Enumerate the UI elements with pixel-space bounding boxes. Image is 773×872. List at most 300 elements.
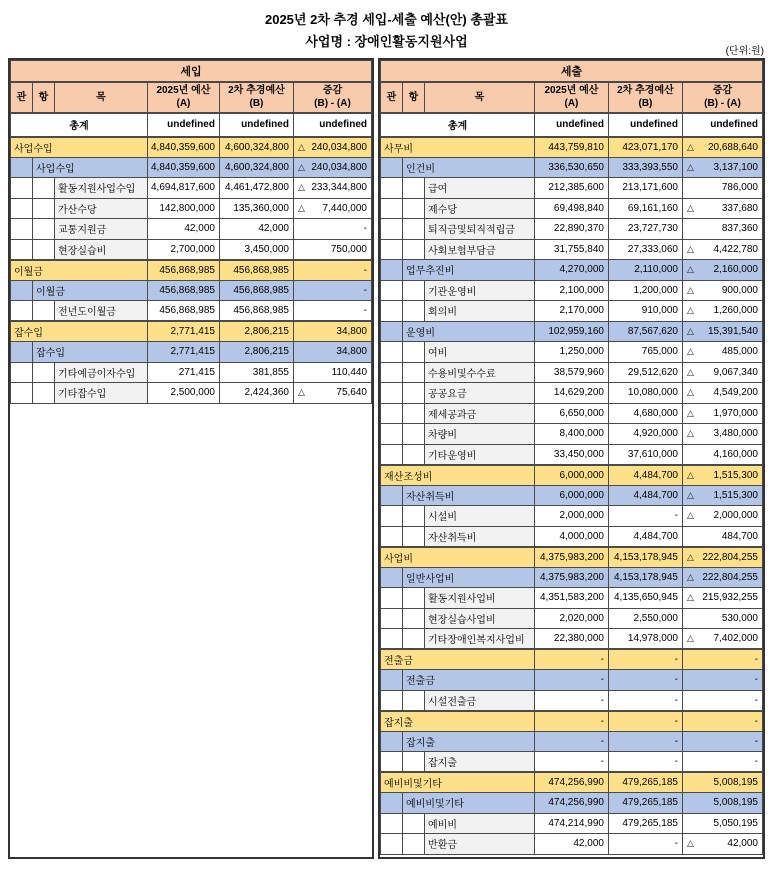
indent-cell	[381, 444, 403, 465]
value-2025-budget: 2,500,000	[147, 383, 219, 404]
value-2nd-supplementary-budget: 4,153,178,945	[608, 547, 682, 568]
decrease-triangle-icon: △	[686, 592, 694, 603]
value-change	[682, 424, 762, 445]
indent-cell	[403, 752, 425, 773]
value-2025-budget: 474,256,990	[534, 793, 608, 814]
indent-cell	[381, 752, 403, 773]
table-row	[11, 198, 372, 219]
value-2nd-supplementary-budget: 2,806,215	[219, 342, 293, 363]
table-row	[381, 690, 763, 711]
col-header-gwan: 관	[11, 82, 33, 113]
value-2025-budget: 474,214,990	[534, 813, 608, 834]
col-header-2nd-supplementary: 2차 추경예산 (B)	[219, 82, 293, 113]
document-subtitle: 사업명 : 장애인활동지원사업	[305, 34, 468, 49]
value-change	[682, 157, 762, 178]
row-label: 활동지원사업비	[425, 588, 535, 609]
change-amount: 34,800	[336, 346, 367, 358]
indent-cell	[403, 178, 425, 199]
change-amount: -	[363, 284, 367, 296]
table-row	[381, 342, 763, 363]
value-2025-budget: 8,400,000	[534, 424, 608, 445]
value-2025-budget: 142,800,000	[147, 198, 219, 219]
value-change	[682, 198, 762, 219]
table-row	[381, 403, 763, 424]
value-2025-budget: 456,868,985	[147, 301, 219, 322]
total-row	[11, 113, 372, 137]
row-label: 예비비및기타	[381, 772, 535, 793]
change-amount: 222,804,255	[702, 551, 758, 563]
value-2025-budget: -	[534, 752, 608, 773]
table-row	[11, 219, 372, 240]
value-change	[682, 834, 762, 855]
decrease-triangle-icon: △	[686, 633, 694, 643]
row-label: 활동지원사업수입	[55, 178, 148, 199]
indent-cell	[33, 178, 55, 199]
section-title: 세입	[11, 61, 372, 82]
row-label: 기타운영비	[425, 444, 535, 465]
row-label: 전출금	[381, 649, 535, 670]
value-2025-budget: 6,000,000	[534, 465, 608, 486]
row-label: 업무추진비	[403, 260, 535, 281]
value-2nd-supplementary-budget: 29,512,620	[608, 362, 682, 383]
change-amount: 786,000	[721, 182, 758, 194]
decrease-triangle-icon: △	[686, 551, 694, 562]
value-2025-budget: 1,250,000	[534, 342, 608, 363]
value-2nd-supplementary-budget: 1,200,000	[608, 280, 682, 301]
indent-cell	[33, 301, 55, 322]
value-2nd-supplementary-budget: 423,071,170	[608, 137, 682, 158]
change-amount: 7,440,000	[322, 202, 367, 214]
value-2nd-supplementary-budget: 4,600,324,800	[219, 157, 293, 178]
change-amount: -	[754, 694, 758, 706]
value-2nd-supplementary-budget: 135,360,000	[219, 198, 293, 219]
table-row	[381, 711, 763, 732]
row-label: 운영비	[403, 321, 535, 342]
value-2nd-supplementary-budget: 37,610,000	[608, 444, 682, 465]
indent-cell	[403, 301, 425, 322]
col-header-mok: 목	[425, 82, 535, 113]
table-row	[11, 178, 372, 199]
row-label: 전년도이월금	[55, 301, 148, 322]
row-label: 현장실습사업비	[425, 608, 535, 629]
indent-cell	[11, 342, 33, 363]
row-label: 제세공과금	[425, 403, 535, 424]
decrease-triangle-icon: △	[297, 161, 305, 172]
change-amount: 1,515,300	[713, 489, 758, 501]
value-change	[682, 137, 762, 158]
value-2nd-supplementary-budget: -	[608, 834, 682, 855]
value-change	[293, 301, 371, 322]
value-change	[682, 649, 762, 670]
unit-note: (단위:원)	[725, 46, 764, 57]
col-header-2025-budget: 2025년 예산 (A)	[534, 82, 608, 113]
table-row	[381, 157, 763, 178]
indent-cell	[381, 834, 403, 855]
change-amount: -	[754, 654, 758, 665]
decrease-triangle-icon: △	[297, 387, 305, 398]
change-amount: 1,970,000	[713, 407, 758, 419]
value-2nd-supplementary-budget: -	[608, 649, 682, 670]
indent-cell	[381, 567, 403, 588]
col-header-change: 증감 (B) - (A)	[682, 82, 762, 113]
value-change	[682, 731, 762, 752]
value-2025-budget: 6,000,000	[534, 485, 608, 506]
change-amount: 3,137,100	[713, 161, 758, 173]
value-2025-budget: 456,868,985	[147, 280, 219, 301]
value-change	[682, 403, 762, 424]
table-row	[381, 813, 763, 834]
value-2nd-supplementary-budget: -	[608, 690, 682, 711]
value-2nd-supplementary-budget: -	[608, 731, 682, 752]
value-2025-budget: 4,351,583,200	[534, 588, 608, 609]
decrease-triangle-icon: △	[686, 407, 694, 418]
value-2nd-supplementary-budget: undefined	[219, 113, 293, 137]
value-2025-budget: 33,450,000	[534, 444, 608, 465]
change-amount: 1,260,000	[713, 305, 758, 317]
indent-cell	[11, 198, 33, 219]
indent-cell	[381, 157, 403, 178]
indent-cell	[33, 362, 55, 383]
change-amount: 215,932,255	[702, 592, 758, 604]
value-2nd-supplementary-budget: 4,461,472,800	[219, 178, 293, 199]
value-2025-budget: 4,270,000	[534, 260, 608, 281]
table-row	[381, 383, 763, 404]
value-change	[682, 362, 762, 383]
change-amount: -	[754, 756, 758, 767]
value-2nd-supplementary-budget: -	[608, 670, 682, 691]
col-header-hang: 항	[403, 82, 425, 113]
indent-cell	[381, 239, 403, 260]
table-row	[381, 280, 763, 301]
value-2025-budget: -	[534, 711, 608, 732]
value-change	[682, 260, 762, 281]
table-row	[11, 383, 372, 404]
indent-cell	[403, 403, 425, 424]
indent-cell	[381, 670, 403, 691]
value-2025-budget: undefined	[147, 113, 219, 137]
value-2nd-supplementary-budget: 87,567,620	[608, 321, 682, 342]
value-2025-budget: 42,000	[147, 219, 219, 240]
table-row	[381, 178, 763, 199]
indent-cell	[403, 608, 425, 629]
value-change	[293, 321, 371, 342]
value-change	[293, 280, 371, 301]
value-2nd-supplementary-budget: 456,868,985	[219, 301, 293, 322]
value-2025-budget: 14,629,200	[534, 383, 608, 404]
empty-filler-row	[11, 403, 372, 857]
col-header-2nd-supplementary: 2차 추경예산 (B)	[608, 82, 682, 113]
row-label: 수용비및수수료	[425, 362, 535, 383]
row-label: 잡지출	[381, 711, 535, 732]
indent-cell	[381, 588, 403, 609]
table-row	[11, 137, 372, 158]
table-row	[381, 465, 763, 486]
value-2025-budget: 4,375,983,200	[534, 547, 608, 568]
value-2025-budget: -	[534, 690, 608, 711]
value-2nd-supplementary-budget: 4,600,324,800	[219, 137, 293, 158]
value-2025-budget: 474,256,990	[534, 772, 608, 793]
value-2025-budget: 22,380,000	[534, 629, 608, 650]
value-2nd-supplementary-budget: 4,484,700	[608, 465, 682, 486]
row-label: 잡지출	[425, 752, 535, 773]
change-amount: 1,515,300	[713, 469, 758, 481]
value-2nd-supplementary-budget: 381,855	[219, 362, 293, 383]
value-change	[682, 567, 762, 588]
decrease-triangle-icon: △	[686, 489, 694, 500]
indent-cell	[381, 198, 403, 219]
table-row	[11, 260, 372, 281]
change-amount: 7,402,000	[713, 633, 758, 644]
change-amount: -	[754, 715, 758, 727]
value-2025-budget: 456,868,985	[147, 260, 219, 281]
value-change	[293, 113, 371, 137]
value-change	[682, 465, 762, 486]
indent-cell	[381, 362, 403, 383]
row-label: 이월금	[33, 280, 148, 301]
value-change	[682, 113, 762, 137]
value-2nd-supplementary-budget: 2,550,000	[608, 608, 682, 629]
value-2nd-supplementary-budget: 456,868,985	[219, 280, 293, 301]
row-label: 기타예금이자수입	[55, 362, 148, 383]
indent-cell	[381, 526, 403, 547]
value-2nd-supplementary-budget: 27,333,060	[608, 239, 682, 260]
value-change	[293, 178, 371, 199]
value-change	[682, 485, 762, 506]
decrease-triangle-icon: △	[686, 243, 694, 254]
change-amount: -	[754, 674, 758, 686]
decrease-triangle-icon: △	[297, 202, 305, 213]
value-2025-budget: 271,415	[147, 362, 219, 383]
indent-cell	[403, 690, 425, 711]
value-change	[682, 670, 762, 691]
column-header-row	[11, 82, 372, 113]
value-change	[682, 526, 762, 547]
value-2025-budget: 2,771,415	[147, 342, 219, 363]
change-amount: 5,008,195	[713, 777, 758, 788]
value-change	[293, 239, 371, 260]
change-amount: 530,000	[721, 612, 758, 624]
row-label: 시설비	[425, 506, 535, 527]
value-2nd-supplementary-budget: 4,920,000	[608, 424, 682, 445]
table-row	[381, 629, 763, 650]
row-label: 공공요금	[425, 383, 535, 404]
value-change	[682, 608, 762, 629]
row-label: 전출금	[403, 670, 535, 691]
table-row	[11, 301, 372, 322]
change-amount: 75,640	[336, 387, 367, 399]
table-row	[381, 547, 763, 568]
value-change	[293, 362, 371, 383]
decrease-triangle-icon: △	[686, 202, 694, 213]
section-title: 세출	[381, 61, 763, 82]
indent-cell	[381, 793, 403, 814]
decrease-triangle-icon: △	[686, 346, 694, 357]
value-2nd-supplementary-budget: 69,161,160	[608, 198, 682, 219]
value-change	[682, 772, 762, 793]
table-row	[381, 444, 763, 465]
decrease-triangle-icon: △	[686, 161, 694, 172]
decrease-triangle-icon: △	[686, 510, 694, 521]
value-2025-budget: 6,650,000	[534, 403, 608, 424]
table-row	[381, 198, 763, 219]
value-change	[682, 301, 762, 322]
revenue-table	[10, 60, 372, 857]
change-amount: 2,160,000	[713, 264, 758, 276]
value-change	[293, 342, 371, 363]
row-label: 현장실습비	[55, 239, 148, 260]
decrease-triangle-icon: △	[686, 325, 694, 336]
indent-cell	[33, 219, 55, 240]
col-header-hang: 항	[33, 82, 55, 113]
indent-cell	[381, 321, 403, 342]
table-row	[381, 321, 763, 342]
value-change	[682, 547, 762, 568]
indent-cell	[381, 383, 403, 404]
change-amount: -	[754, 735, 758, 747]
value-2nd-supplementary-budget: 14,978,000	[608, 629, 682, 650]
row-label: 잡지출	[403, 731, 535, 752]
value-2025-budget: 4,375,983,200	[534, 567, 608, 588]
value-2nd-supplementary-budget: -	[608, 711, 682, 732]
indent-cell	[381, 342, 403, 363]
value-2025-budget: undefined	[534, 113, 608, 137]
value-2nd-supplementary-budget: 42,000	[219, 219, 293, 240]
change-amount: 4,160,000	[713, 448, 758, 460]
row-label: 회의비	[425, 301, 535, 322]
change-amount: 34,800	[336, 326, 367, 337]
value-2025-budget: 2,000,000	[534, 506, 608, 527]
indent-cell	[381, 403, 403, 424]
value-2nd-supplementary-budget: 456,868,985	[219, 260, 293, 281]
value-2025-budget: 4,694,817,600	[147, 178, 219, 199]
row-label: 예비비	[425, 813, 535, 834]
value-change	[682, 711, 762, 732]
change-amount: 3,480,000	[713, 428, 758, 440]
section-header-row	[11, 61, 372, 82]
total-row	[381, 113, 763, 137]
indent-cell	[403, 629, 425, 650]
row-label: 사업비	[381, 547, 535, 568]
value-2025-budget: 212,385,600	[534, 178, 608, 199]
indent-cell	[33, 239, 55, 260]
value-2025-budget: 22,890,370	[534, 219, 608, 240]
indent-cell	[381, 260, 403, 281]
change-amount: 240,034,800	[311, 141, 367, 153]
value-2025-budget: 4,840,359,600	[147, 157, 219, 178]
decrease-triangle-icon: △	[686, 284, 694, 295]
indent-cell	[381, 178, 403, 199]
table-row	[381, 731, 763, 752]
value-2025-budget: 69,498,840	[534, 198, 608, 219]
table-row	[381, 834, 763, 855]
indent-cell	[403, 198, 425, 219]
tables-area	[8, 58, 765, 859]
value-2nd-supplementary-budget: 765,000	[608, 342, 682, 363]
row-label: 시설전출금	[425, 690, 535, 711]
row-label: 사회보험부담금	[425, 239, 535, 260]
table-row	[381, 424, 763, 445]
row-label: 차량비	[425, 424, 535, 445]
change-amount: 9,067,340	[713, 366, 758, 378]
change-amount: 4,549,200	[713, 387, 758, 399]
value-2nd-supplementary-budget: 23,727,730	[608, 219, 682, 240]
decrease-triangle-icon: △	[686, 141, 694, 152]
indent-cell	[381, 629, 403, 650]
indent-cell	[403, 588, 425, 609]
decrease-triangle-icon: △	[686, 305, 694, 316]
change-amount: undefined	[710, 119, 758, 130]
indent-cell	[11, 280, 33, 301]
value-change	[293, 260, 371, 281]
change-amount: 5,050,195	[713, 817, 758, 829]
table-row	[11, 321, 372, 342]
change-amount: 240,034,800	[311, 161, 367, 173]
value-2025-budget: 4,000,000	[534, 526, 608, 547]
row-label: 퇴직금및퇴직적립금	[425, 219, 535, 240]
total-label: 총계	[11, 113, 148, 137]
decrease-triangle-icon: △	[686, 428, 694, 439]
change-amount: 5,008,195	[713, 797, 758, 809]
value-change	[293, 157, 371, 178]
row-label: 사업수입	[33, 157, 148, 178]
row-label: 가산수당	[55, 198, 148, 219]
section-header-row	[381, 61, 763, 82]
value-2nd-supplementary-budget: 4,680,000	[608, 403, 682, 424]
value-2025-budget: 2,170,000	[534, 301, 608, 322]
value-2nd-supplementary-budget: 479,265,185	[608, 813, 682, 834]
row-label: 기타장애인복지사업비	[425, 629, 535, 650]
table-row	[11, 342, 372, 363]
table-row	[381, 567, 763, 588]
change-amount: -	[363, 223, 367, 235]
value-change	[682, 383, 762, 404]
value-change	[682, 280, 762, 301]
value-2nd-supplementary-budget: 4,135,650,945	[608, 588, 682, 609]
document-title: 2025년 2차 추경 세입-세출 예산(안) 총괄표	[264, 12, 508, 27]
row-label: 기타잡수입	[55, 383, 148, 404]
table-row	[381, 670, 763, 691]
value-2nd-supplementary-budget: 2,806,215	[219, 321, 293, 342]
value-change	[293, 137, 371, 158]
value-2nd-supplementary-budget: 2,110,000	[608, 260, 682, 281]
table-row	[381, 239, 763, 260]
value-2025-budget: 2,700,000	[147, 239, 219, 260]
table-row	[381, 752, 763, 773]
indent-cell	[11, 383, 33, 404]
indent-cell	[403, 239, 425, 260]
value-2nd-supplementary-budget: 479,265,185	[608, 793, 682, 814]
indent-cell	[403, 383, 425, 404]
value-2nd-supplementary-budget: -	[608, 506, 682, 527]
value-2025-budget: 443,759,810	[534, 137, 608, 158]
row-label: 반환금	[425, 834, 535, 855]
indent-cell	[381, 690, 403, 711]
value-2025-budget: 38,579,960	[534, 362, 608, 383]
row-label: 재산조성비	[381, 465, 535, 486]
indent-cell	[381, 608, 403, 629]
table-row	[381, 526, 763, 547]
expenditure-table	[380, 60, 763, 857]
value-change	[682, 813, 762, 834]
table-row	[11, 280, 372, 301]
row-label: 자산취득비	[403, 485, 535, 506]
change-amount: 337,680	[721, 202, 758, 214]
expenditure-table-container	[378, 58, 765, 859]
indent-cell	[11, 239, 33, 260]
value-2nd-supplementary-budget: 333,393,550	[608, 157, 682, 178]
change-amount: 15,391,540	[707, 325, 758, 337]
decrease-triangle-icon: △	[686, 387, 694, 398]
